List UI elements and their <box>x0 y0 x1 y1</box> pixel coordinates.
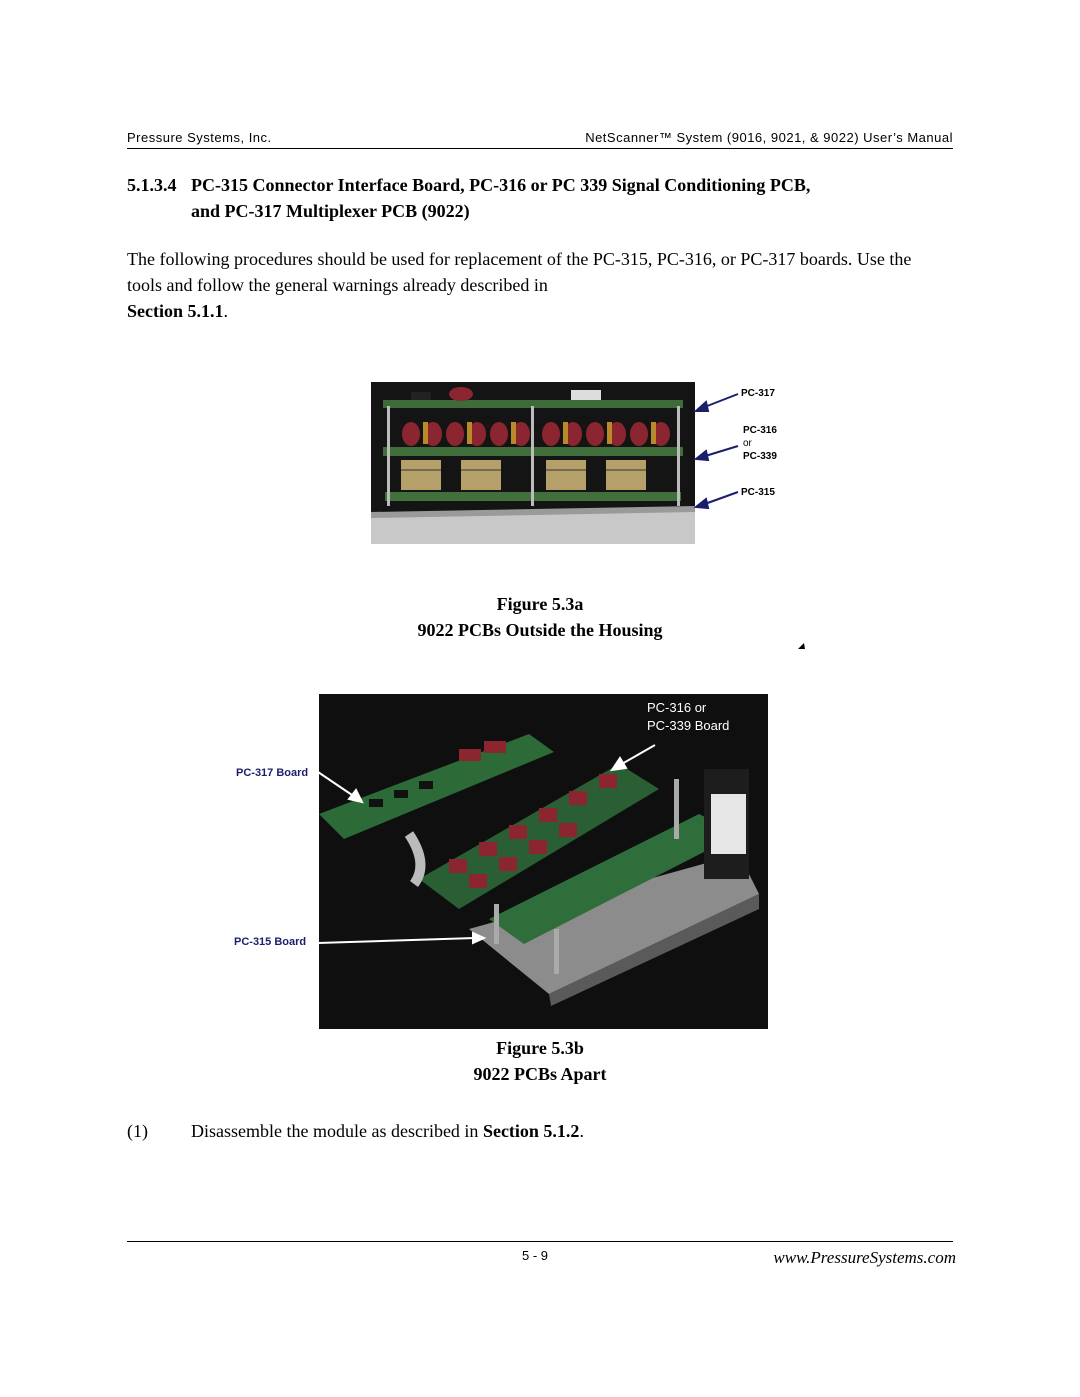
figure-5-3b-caption: 9022 PCBs Apart <box>473 1064 607 1084</box>
header-manual-title: NetScanner™ System (9016, 9021, & 9022) User’s Manual <box>585 130 953 145</box>
step-1-text <box>191 1121 584 1142</box>
section-title-line2: and PC-317 Multiplexer PCB (9022) <box>191 201 470 221</box>
page-number: 5 - 9 <box>522 1248 549 1263</box>
label-pc317: PC-317 <box>741 388 775 399</box>
running-header <box>127 129 953 149</box>
step-1-index: (1) <box>127 1121 148 1141</box>
step-1-end: . <box>579 1121 584 1141</box>
label-pc316-board <box>647 699 729 735</box>
intro-section-ref: Section 5.1.1 <box>127 301 224 321</box>
pcb-stack-image <box>371 382 695 544</box>
label-or: or <box>743 438 752 449</box>
figure-5-3a-photo <box>371 382 695 544</box>
figure-5-3a-arrows <box>690 380 750 520</box>
footer-website: www.PressureSystems.com <box>773 1248 956 1267</box>
stray-arrow-mark <box>797 641 807 651</box>
figure-5-3b-title: Figure 5.3b <box>496 1038 584 1058</box>
label-pc316-board-line1: PC-316 or <box>647 700 707 715</box>
section-number: 5.1.3.4 <box>127 175 177 195</box>
label-pc339: PC-339 <box>743 451 777 462</box>
step-1-section-ref: Section 5.1.2 <box>482 1121 580 1141</box>
label-pc315: PC-315 <box>741 487 775 498</box>
figure-5-3b-arrows <box>300 740 670 960</box>
section-heading <box>127 172 957 224</box>
label-pc317-board: PC-317 Board <box>236 767 309 779</box>
intro-end: . <box>223 301 228 321</box>
footer-rule <box>127 1241 953 1242</box>
label-pc316: PC-316 <box>743 425 777 436</box>
label-pc315-board: PC-315 Board <box>234 936 307 948</box>
intro-paragraph <box>127 246 947 324</box>
step-1-body: Disassemble the module as described in <box>191 1121 483 1141</box>
section-title-line1: PC-315 Connector Interface Board, PC-316 or PC 339 Signal Conditioning PCB, <box>191 175 811 195</box>
intro-text: The following procedures should be used for replacement of the PC-315, PC-316, or PC-317 boards. Use the tools and follow the general warnings already described in <box>127 249 912 295</box>
label-pc316-board-line2: PC-339 Board <box>647 718 730 733</box>
figure-5-3a-caption: 9022 PCBs Outside the Housing <box>417 620 663 640</box>
header-company: Pressure Systems, Inc. <box>127 130 272 145</box>
figure-5-3a-title: Figure 5.3a <box>496 594 584 614</box>
